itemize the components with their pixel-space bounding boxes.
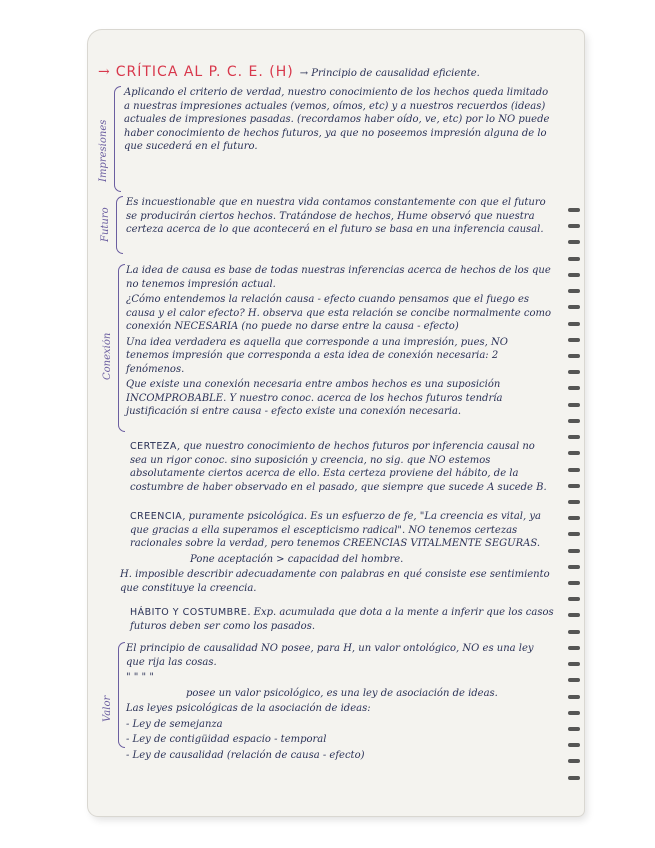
habito-term: HÁBITO Y COSTUMBRE [130, 607, 248, 618]
title-row [98, 64, 480, 80]
valor-p1: El principio de causalidad NO posee, para H, un valor ontológico, NO es una ley que rija las cosas. [126, 643, 534, 668]
side-label-impresiones: Impresiones [98, 119, 109, 182]
certeza-term: CERTEZA [130, 441, 177, 452]
section-certeza [130, 440, 554, 496]
valor-item-3: - Ley de causalidad (relación de causa - efecto) [126, 749, 365, 761]
creencia-paragraph [130, 510, 554, 551]
section-conexion [126, 264, 554, 421]
conexion-p4: Que existe una conexión necesaria entre ambos hechos es una suposición INCOMPROBABLE. Y nuestro conoc. acerca de los hechos futuros tendría justificación si entre causa - efecto existe una conexión necesaria. [126, 379, 503, 417]
conexion-p3: Una idea verdadera es aquella que corresponde a una impresión, pues, NO tenemos impresión que corresponda a esta idea de conexión necesaria: 2 fenómenos. [126, 336, 508, 375]
futuro-text: Es incuestionable que en nuestra vida contamos constantemente con que el futuro se producirán ciertos hechos. Tratándose de hechos, Hume observó que nuestra certeza acerca de lo que acontecerá en el futuro se basa en una inferencia causal. [126, 197, 546, 235]
notebook-spiral-binding [558, 30, 584, 816]
certeza-paragraph [130, 440, 554, 494]
side-label-conexion: Conexión [102, 332, 113, 380]
section-futuro [126, 196, 554, 239]
creencia-term: CREENCIA [130, 511, 183, 522]
creencia-line3: H. imposible describir adecuadamente con palabras en qué consiste ese sentimiento que constituye la creencia. [120, 569, 550, 594]
conexion-p1: La idea de causa es base de todas nuestras inferencias acerca de hechos de los que no tenemos impresión actual. [126, 265, 551, 290]
valor-p3: Las leyes psicológicas de la asociación de ideas: [126, 703, 371, 714]
impresiones-text: Aplicando el criterio de verdad, nuestro conocimiento de los hechos queda limitado a nuestras impresiones actuales (vemos, oímos, etc) y a nuestros recuerdos (ideas) actuales de impresiones pasadas. (recordamos haber oído, ve, etc) por lo NO puede haber conocimiento de hechos futuros, ya que no poseemos impresión alguna de lo que sucederá en el futuro. [124, 87, 550, 152]
section-creencia [120, 510, 554, 597]
habito-paragraph [130, 606, 554, 633]
creencia-line2: Pone aceptación > capacidad del hombre. [190, 553, 404, 565]
page-title: CRÍTICA AL P. C. E. (H) [115, 64, 294, 80]
page-subtitle: → Principio de causalidad eficiente. [299, 68, 480, 79]
brace-impresiones [114, 86, 121, 192]
creencia-text: , puramente psicológica. Es un esfuerzo de fe, "La creencia es vital, ya que gracias a ella superamos el escepticismo radical". NO tenemos certezas racionales sobre la verdad, pero tenemos CREENCIAS VITALMENTE SEGURAS. [130, 511, 541, 549]
side-label-futuro: Futuro [100, 207, 111, 242]
valor-item-2: - Ley de contigüidad espacio - temporal [126, 734, 327, 745]
valor-p2: posee un valor psicológico, es una ley de asociación de ideas. [186, 687, 498, 699]
brace-futuro [116, 196, 123, 254]
valor-item-1: - Ley de semejanza [126, 718, 223, 730]
certeza-text: , que nuestro conocimiento de hechos futuros por inferencia causal no sea un rigor conoc. sino suposición y creencia, no sig. que NO estemos absolutamente ciertos acerca de ello. Esta certeza proviene del hábito, de la costumbre de haber observado en el pasado, que siempre que sucede A sucede B. [130, 441, 547, 493]
conexion-p2: ¿Cómo entendemos la relación causa - efecto cuando pensamos que el fuego es causa y el calor efecto? H. observa que esta relación se concibe normalmente como conexión NECESARIA (no puede no darse entre la causa - efecto) [126, 294, 551, 332]
section-impresiones [124, 86, 554, 156]
notebook-page-photo [88, 30, 584, 816]
brace-valor [118, 642, 125, 748]
section-habito [130, 606, 554, 635]
valor-p1b: " " " " [126, 672, 154, 683]
brace-conexion [118, 264, 125, 432]
notes-content [88, 30, 558, 816]
side-label-valor: Valor [102, 695, 113, 722]
arrow-icon: → [98, 64, 110, 80]
section-valor [126, 642, 554, 764]
habito-text: . Exp. acumulada que dota a la mente a inferir que los casos futuros deben ser como los pasados. [130, 607, 554, 632]
